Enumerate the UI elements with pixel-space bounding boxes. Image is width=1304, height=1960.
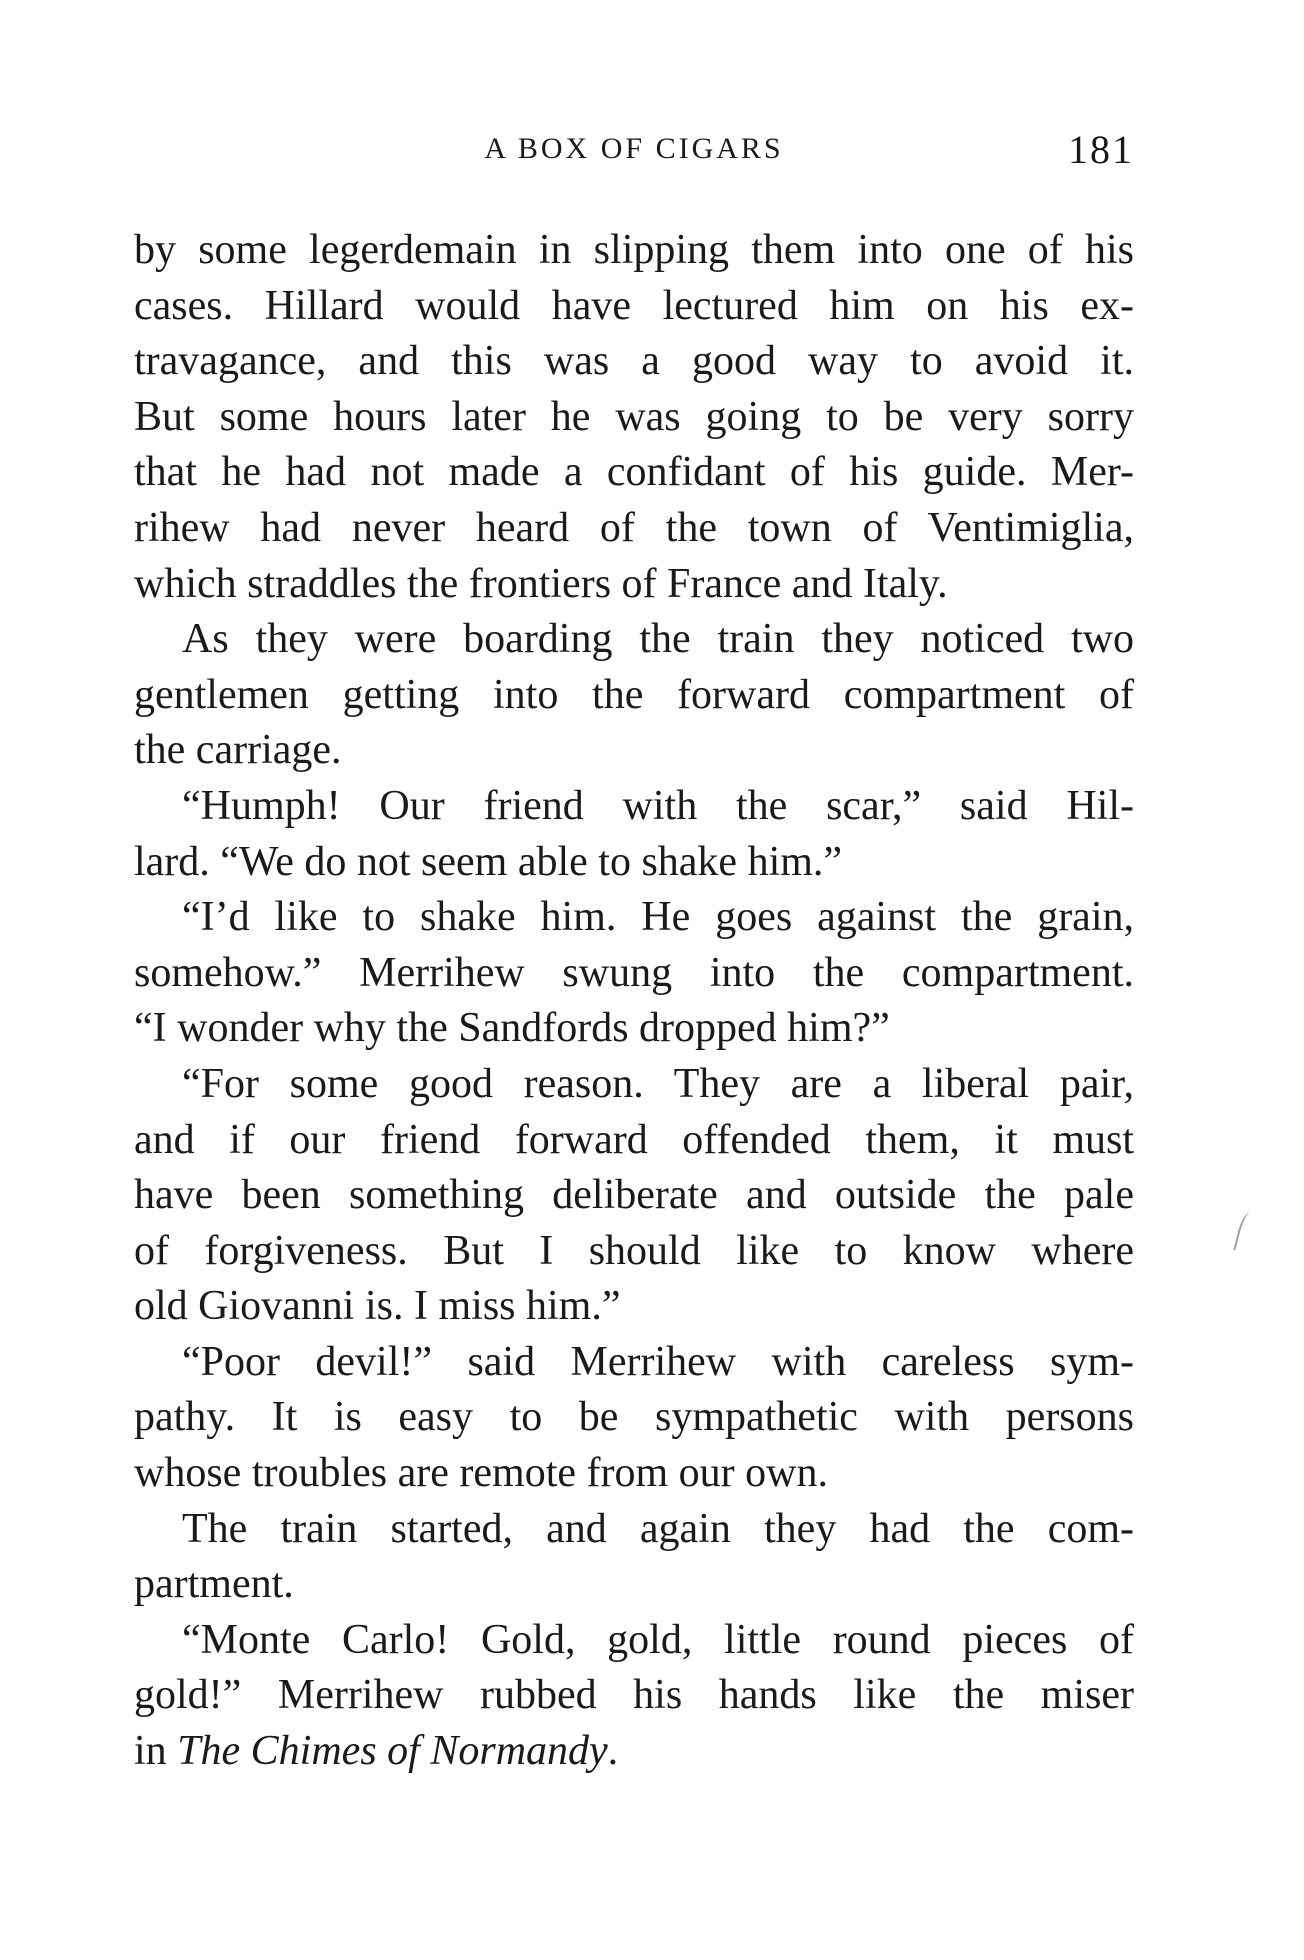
text-line: that he had not made a confidant of his guide. Mer- [134,449,1134,496]
text-line: But some hours later he was going to be very sorry [134,393,1134,440]
text-line-final [134,1724,1134,1780]
text-line: cases. Hillard would have lectured him on his ex- [134,282,1134,329]
final-line-suffix: . [607,1728,619,1775]
text-line: “I wonder why the Sandfords dropped him?” [134,1005,890,1052]
text-line: The train started, and again they had the com- [182,1505,1134,1552]
text-line: “Monte Carlo! Gold, gold, little round pieces of [182,1616,1134,1663]
text-line: “I’d like to shake him. He goes against the grain, [182,894,1134,941]
text-line: rihew had never heard of the town of Ventimiglia, [134,504,1134,551]
text-line: “For some good reason. They are a liberal pair, [182,1060,1134,1107]
body-text [134,223,1134,1780]
text-line: the carriage. [134,727,342,774]
text-line: by some legerdemain in slipping them into one of his [134,227,1134,273]
text-line: old Giovanni is. I miss him.” [134,1283,621,1330]
text-line: partment. [134,1561,294,1608]
text-line: “Poor devil!” said Merrihew with careless sym- [182,1338,1134,1385]
text-line: gold!” Merrihew rubbed his hands like the miser [134,1672,1134,1719]
page-number: 181 [1068,127,1134,172]
text-line: and if our friend forward offended them, it must [134,1116,1134,1163]
text-line: travagance, and this was a good way to avoid it. [134,338,1134,385]
margin-mark [1233,1211,1254,1253]
text-line: somehow.” Merrihew swung into the compartment. [134,949,1134,996]
text-line: whose troubles are remote from our own. [134,1450,828,1497]
italic-title: The Chimes of Normandy [177,1728,608,1775]
text-line: have been something deliberate and outside the pale [134,1172,1134,1219]
running-header [134,127,1134,182]
text-line: which straddles the frontiers of France and Italy. [134,560,948,607]
final-line-prefix: in [134,1728,178,1775]
text-line: lard. “We do not seem able to shake him.” [134,838,843,885]
text-line: of forgiveness. But I should like to know where [134,1227,1134,1274]
text-line: As they were boarding the train they noticed two [182,616,1134,663]
text-line: “Humph! Our friend with the scar,” said Hil- [182,782,1134,829]
text-line: pathy. It is easy to be sympathetic with persons [134,1394,1134,1441]
running-title: A BOX OF CIGARS [484,132,784,165]
text-line: gentlemen getting into the forward compartment of [134,671,1134,718]
